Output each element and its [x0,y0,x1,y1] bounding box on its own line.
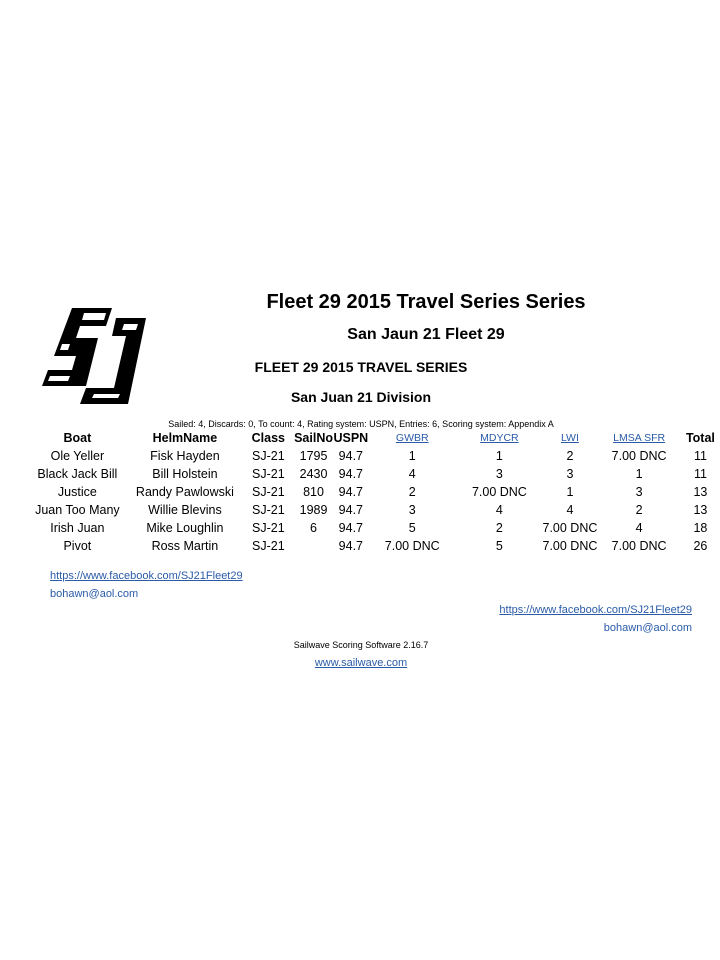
table-row [28,501,720,519]
facebook-link-left[interactable]: https://www.facebook.com/SJ21Fleet29 [50,570,243,582]
col-total: Total [685,431,715,445]
table-row [28,483,720,501]
cell-sailno: 1795 [299,449,328,463]
cell-boat: Pivot [63,539,92,553]
table-row [28,537,720,555]
cell-total: 13 [693,485,708,499]
cell-lwi: 2 [566,449,574,463]
cell-boat: Ole Yeller [50,449,105,463]
cell-lwi: 4 [566,503,574,517]
table-row [28,447,720,465]
summary-line: Sailed: 4, Discards: 0, To count: 4, Rating system: USPN, Entries: 6, Scoring system: Appendix A [168,419,554,429]
cell-gwbr: 7.00 DNC [384,539,440,553]
cell-total: 18 [693,521,708,535]
email-left: bohawn@aol.com [50,588,139,600]
cell-gwbr: 2 [408,485,416,499]
cell-mdycr: 2 [495,521,503,535]
cell-boat: Black Jack Bill [37,467,118,481]
col-boat: Boat [63,431,92,445]
sailwave-link[interactable]: www.sailwave.com [314,657,408,669]
table-row [28,519,720,537]
contact-right [499,600,692,636]
col-mdycr-link[interactable]: MDYCR [480,432,519,444]
col-sailno: SailNo [294,431,333,445]
cell-sailno: 810 [303,485,324,499]
division-name: San Juan 21 Division [290,389,432,405]
footer-link-wrap [0,653,720,671]
cell-uspn: 94.7 [338,467,364,481]
cell-sailno: 1989 [299,503,328,517]
cell-uspn: 94.7 [338,539,364,553]
cell-helmname: Bill Holstein [152,467,218,481]
cell-uspn: 94.7 [338,503,364,517]
cell-lwi: 7.00 DNC [542,521,598,535]
cell-uspn: 94.7 [338,485,364,499]
cell-lwi: 3 [566,467,574,481]
contact-left [50,566,243,602]
cell-lmsa-sfr: 1 [635,467,643,481]
cell-lwi: 7.00 DNC [542,539,598,553]
cell-uspn: 94.7 [338,449,364,463]
cell-lmsa-sfr: 7.00 DNC [611,449,667,463]
cell-total: 13 [693,503,708,517]
cell-mdycr: 4 [495,503,503,517]
cell-mdycr: 3 [495,467,503,481]
cell-total: 26 [693,539,708,553]
cell-gwbr: 3 [408,503,416,517]
col-gwbr-link[interactable]: GWBR [395,432,429,444]
col-lmsa-sfr-link[interactable]: LMSA SFR [613,432,666,444]
cell-helmname: Fisk Hayden [150,449,220,463]
table-header-row [28,429,720,447]
cell-lmsa-sfr: 3 [635,485,643,499]
col-lwi-link[interactable]: LWI [561,432,579,444]
cell-mdycr: 1 [495,449,503,463]
cell-sailno [294,537,334,555]
cell-boat: Irish Juan [50,521,105,535]
table-row [28,465,720,483]
cell-helmname: Randy Pawlowski [135,485,234,499]
cell-mdycr: 7.00 DNC [471,485,527,499]
cell-lwi: 1 [566,485,574,499]
cell-lmsa-sfr: 7.00 DNC [611,539,667,553]
col-class: Class [251,431,286,445]
results-table [28,429,720,555]
col-uspn: USPN [333,431,369,445]
cell-sailno: 6 [310,521,317,535]
cell-boat: Juan Too Many [35,503,120,517]
cell-class: SJ-21 [252,521,285,535]
cell-mdycr: 5 [495,539,503,553]
cell-class: SJ-21 [252,467,285,481]
cell-class: SJ-21 [252,503,285,517]
facebook-link-right[interactable]: https://www.facebook.com/SJ21Fleet29 [499,604,692,616]
cell-uspn: 94.7 [338,521,364,535]
cell-gwbr: 1 [408,449,416,463]
cell-class: SJ-21 [252,539,285,553]
cell-helmname: Ross Martin [151,539,219,553]
cell-gwbr: 4 [408,467,416,481]
cell-boat: Justice [57,485,97,499]
page-subtitle: San Jaun 21 Fleet 29 [347,326,505,343]
cell-helmname: Willie Blevins [148,503,222,517]
cell-helmname: Mike Loughlin [146,521,224,535]
email-right: bohawn@aol.com [603,622,692,634]
cell-gwbr: 5 [408,521,416,535]
cell-total: 11 [693,467,707,481]
cell-class: SJ-21 [252,485,285,499]
footer-software: Sailwave Scoring Software 2.16.7 [293,640,429,650]
page-title: Fleet 29 2015 Travel Series Series [266,291,586,313]
cell-total: 11 [693,449,707,463]
cell-sailno: 2430 [299,467,328,481]
cell-class: SJ-21 [252,449,285,463]
cell-lmsa-sfr: 4 [635,521,643,535]
cell-lmsa-sfr: 2 [635,503,643,517]
col-helmname: HelmName [152,431,218,445]
series-name: FLEET 29 2015 TRAVEL SERIES [254,359,468,375]
